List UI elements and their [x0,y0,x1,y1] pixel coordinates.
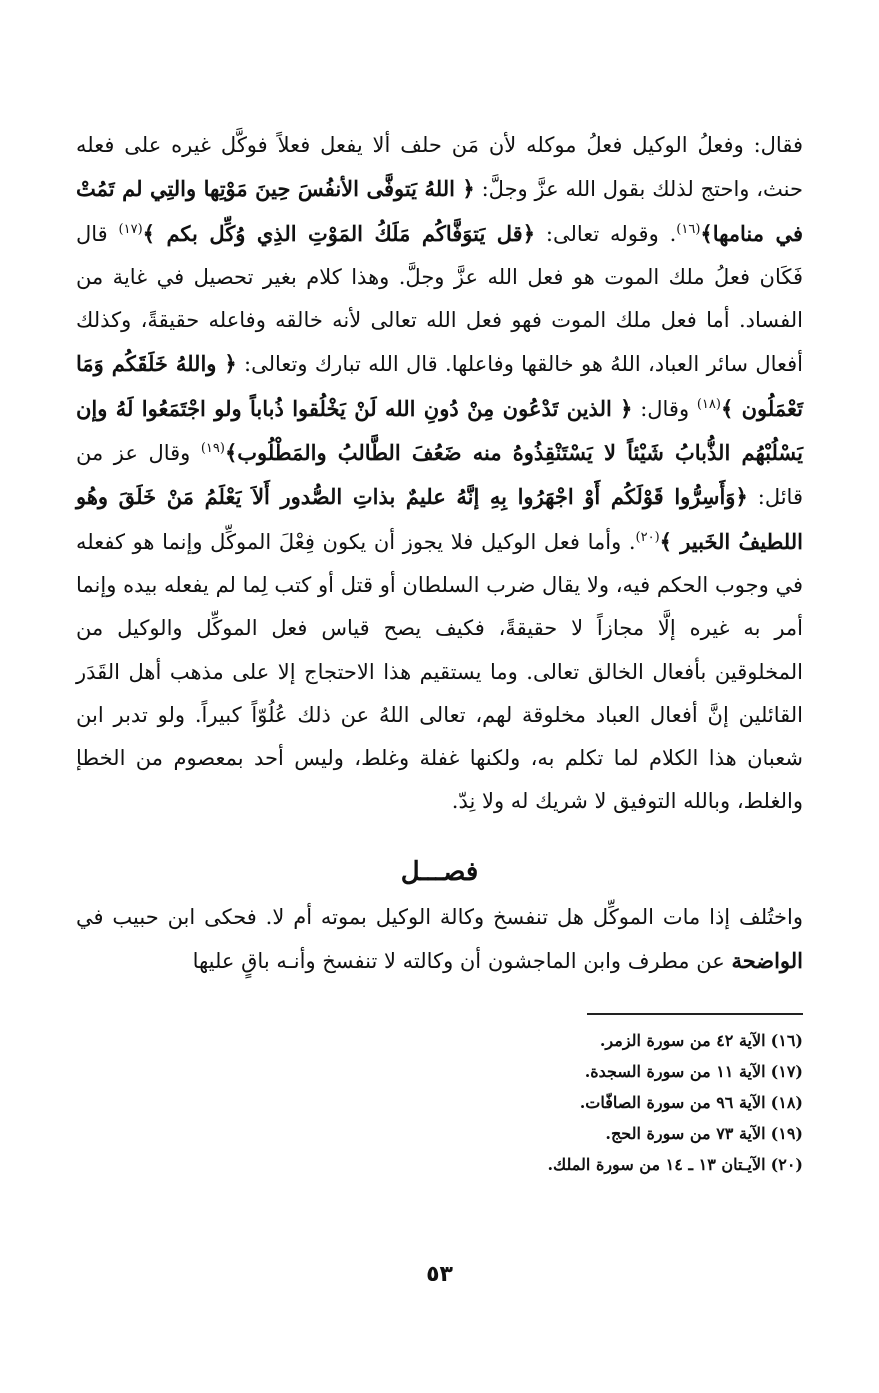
text-segment: . وقوله تعالى: [535,221,677,246]
text-segment: واختُلف إذا مات الموكِّل هل تنفسخ وكالة الوكيل بموته أم لا. فحكى ابن حبيب في [76,904,803,929]
footnote-ref-19: (١٩) [200,441,225,457]
paragraph-2 [76,896,803,984]
footnote-ref-18: (١٨) [696,396,721,412]
footnote-text: الآيـتان ١٣ ـ ١٤ من سورة الملك. [547,1155,766,1175]
quran-quote: ﴿ الذين تَدْعُون مِنْ دُونِ الله لَنْ يَخْلُقوا ذُباباً ولو اجْتَمَعُوا لَهُ وإن يَسْلُبْهُم الذُّبابُ شَيْئاً لا يَسْتَنْقِذُوهُ منه ضَعُفَ الطَّالبُ والمَطْلُوب﴾ [76,395,803,466]
text-segment: فقال: وفعلُ الوكيل فعلُ موكله لأن مَن حلف ألا يفعل فعلاً فوكَّل غيره على فعله حنث، واحتج لذلك بقول الله عزَّ وجلَّ: [76,133,803,202]
footnote-number: (١٨) [770,1093,803,1113]
footnote-text: الآية ٩٦ من سورة الصافّات. [579,1093,766,1113]
footnotes-list [76,1025,803,1180]
footnote-20 [76,1149,803,1180]
footnote-18 [76,1087,803,1118]
main-text [76,124,803,824]
page-body [76,124,803,1393]
paragraph-2-block [76,896,803,984]
footnote-text: الآية ١١ من سورة السجدة. [584,1062,766,1082]
footnote-number: (١٩) [770,1124,803,1144]
page-number: ٥٣ [426,1262,453,1287]
quran-quote: ﴿وَأَسِرُّوا قَوْلَكُم أَوْ اجْهَرُوا بِهِ إنَّهُ عليمٌ بذاتِ الصُّدور أَلاَ يَعْلَمُ مَنْ خَلَقَ وهُو اللطيفُ الخَبير ﴾ [76,484,803,554]
text-segment: عن مطرف وابن الماجشون أن وكالته لا تنفسخ وأنـه باقٍ عليها [192,949,732,974]
footnote-number: (١٧) [770,1062,803,1082]
footnote-text: الآية ٤٢ من سورة الزمر. [599,1031,766,1051]
footnote-number: (٢٠) [770,1155,803,1175]
text-segment: وقال عز من قائل: [76,441,803,510]
text-segment: . وأما فعل الوكيل فلا يجوز أن يكون فِعْلَ الموكِّل وإنما هو كفعله في وجوب الحكم فيه، ولا يقال ضرب السلطان أو قتل أو كتب لِما لم يفعله بيده وإنما أمر به غيره إلَّا مجازاً لا حقيقةً، فكيف يصح قياس فعل الموكِّل والوكيل من المخلوقين بأفعال الخالق تعالى. وما يستقيم هذا الاحتجاج إلا على مذهب أهل القَدَر القائلين إنَّ أفعال العباد مخلوقة لهم، تعالى اللهُ عن ذلك عُلُوّاً كبيراً. ولو تدبر ابن شعبان هذا الكلام لما تكلم به، ولكنها غفلة وغلط، وليس أحد بمعصوم من الخطإ والغلط، وبالله التوفيق لا شريك له ولا نِدّ. [76,529,803,814]
footnote-16 [76,1025,803,1056]
footnote-text: الآية ٧٣ من سورة الحج. [605,1124,766,1144]
section-heading [76,852,803,892]
section-heading-text: فصـــل [400,856,479,887]
footnote-17 [76,1056,803,1087]
book-title: الواضحة [731,948,803,974]
footnote-number: (١٦) [770,1031,803,1051]
footnote-divider [587,1013,803,1015]
footnote-19 [76,1118,803,1149]
text-segment: وقال: [632,396,697,421]
quran-quote: ﴿قل يَتوَفَّاكُم مَلَكُ المَوْتِ الذِي وُكِّل بكم ﴾ [142,220,536,246]
quran-quote: ﴿ واللهُ خَلَقَكُم وَمَا تَعْمَلُون ﴾ [76,351,803,421]
paragraph-1 [76,124,803,824]
quran-quote: ﴿ اللهُ يَتوفَّى الأنفُسَ حِينَ مَوْتِها والتِي لم تَمُتْ في منامها﴾ [76,176,804,246]
text-segment: قال فَكَان فعلُ ملك الموت هو فعل الله عزَّ وجلَّ. وهذا كلام بغير تحصيل في غاية من الفساد. أما فعل ملك الموت فهو فعل الله تعالى لأنه خالقه وفاعله حقيقةً، وكذلك أفعال سائر العباد، اللهُ هو خالقها وفاعلها. قال الله تبارك وتعالى: [76,221,803,377]
footnote-ref-16: (١٦) [676,221,701,237]
footnote-ref-20: (٢٠) [635,529,660,545]
footnote-ref-17: (١٧) [118,221,143,237]
